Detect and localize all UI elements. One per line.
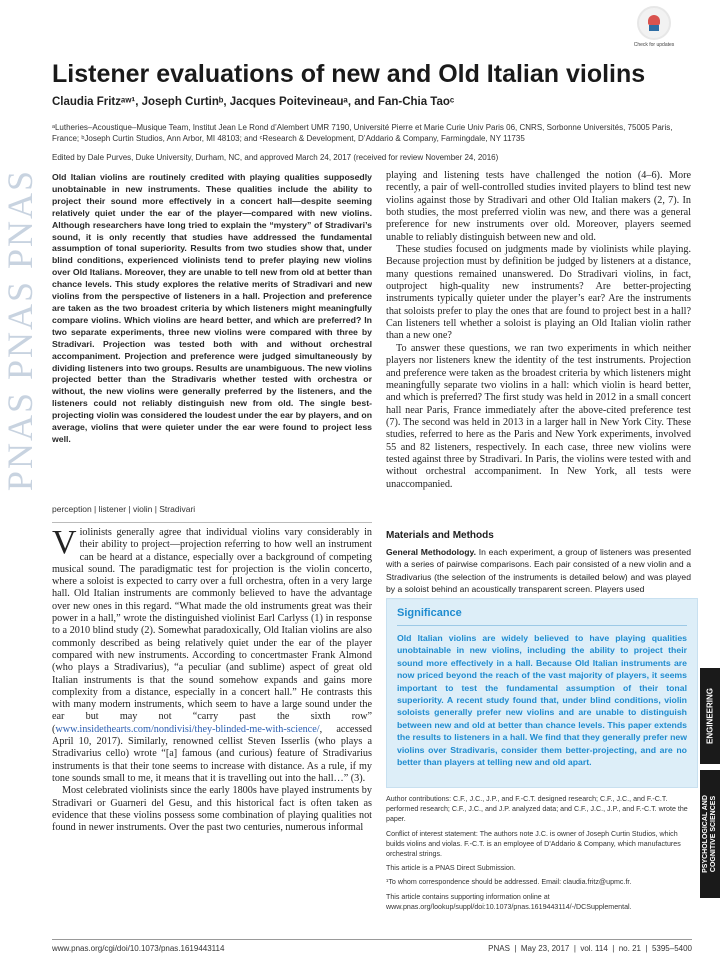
supporting-info: This article contains supporting information online at www.pnas.org/lookup/suppl/doi:10.1073/pnas.1619443114/-/DCSupplemental.: [386, 892, 632, 911]
methods-body: In each experiment, a group of listeners was presented with a series of pairwise comparisons. Each pair consisted of a new violin and a Stradivarius (the selection of the instruments is detailed below) and was played by a soloist behind an acoustically transparent screen. Players used: [386, 547, 691, 595]
divider: [52, 522, 372, 523]
significance-box: [386, 598, 698, 788]
right-paragraph-2: These studies focused on judgments made by violinists while playing. Because projection must by definition be judged by listeners at a distance, many questions remained unanswered. Do Stradivari violins, in fact, outproject high-quality new instruments? Are better-projecting instruments typically quieter under the player’s ear? Are the instruments that soloists prefer to play the ones that are found to project best in a hall? Can listeners tell whether a soloist is playing an Old Italian violin rather than a new one?: [386, 244, 691, 342]
footer-doi[interactable]: www.pnas.org/cgi/doi/10.1073/pnas.1619443114: [52, 944, 225, 953]
right-column: [386, 170, 691, 491]
right-paragraph-1: playing and listening tests have challenged the notion (4–6). More recently, a pair of well-controlled studies invited players to blind test new violins against those by Stradivari and other Old Italian makers (2, 7). In both studies, the most preferred violin was new, and there was a general preference for new instruments over old. Moreover, players seemed unable to reliably distinguish between new and old.: [386, 170, 691, 243]
methods-text: [386, 546, 691, 596]
right-paragraph-3: To answer these questions, we ran two experiments in which neither players nor listeners knew the identity of the test instruments. Projection and preference were taken as the broadest criteria by which listeners might meaningfully separate two violins in a hall: which violin is heard better, and which is preferred? The first study was held in 2012 in a small concert hall near Paris, France immediately after the above-cited preference test (7). The second was held in 2013 in a larger hall in New York City. These studies, referred to here as the Paris and New York experiments, involved 55 and 82 listeners, respectively. In each case, three new violins were tested against three by Stradivari. In Paris, the violins were tested with and without orchestral accompaniment. In New York, all tests were unaccompanied.: [386, 342, 691, 490]
drop-cap: V: [52, 524, 77, 561]
article-title: Listener evaluations of new and Old Italian violins: [52, 60, 646, 88]
intro-text-a: iolinists generally agree that individual violins vary considerably in their ability to project—projection referring to how well an instrument can be heard at a distance, especially over a background of competing musical sound. The paradigmatic test for projection is the violin concerto, where a soloist is expected to carry over a full orchestra, often in a very large hall. Old Italian instruments are commonly believed to have the advantage over new ones in this regard. “What made the old instruments great was their power in a hall,” wrote the distinguished violinist Earl Carlyss (1) in response to a 2010 blind study (2). Somewhat paradoxically, Old Italian violins are also commonly described as being relatively quiet under the ear of the player compared with new instruments. According to concertmaster Frank Almond (who plays a Stradivarius), “a peculiar (and sublime) aspect of great old Italian instruments is that the sound somehow expands and gains more complexity from a distance, especially in a concert hall.” He contrasts this with many modern instruments, which seem to have a large sound under the ear but may not “carry past the sixth row” (: [52, 527, 372, 735]
footer-citation: PNAS | May 23, 2017 | vol. 114 | no. 21 | 5395–5400: [488, 944, 692, 953]
engineering-label: ENGINEERING: [705, 687, 715, 745]
section-tab-psychology: [700, 770, 720, 898]
methods-heading: Materials and Methods: [386, 530, 494, 541]
correspondence: ¹To whom correspondence should be addressed. Email: claudia.fritz@upmc.fr.: [386, 878, 632, 887]
significance-text: Old Italian violins are widely believed to have playing qualities unobtainable in new violins, including the ability to project their sound more effectively in a hall. Because Old Italian instruments are now priced beyond the reach of the vast majority of players, it seems important to test the fundamental assumption of their tonal superiority. A recent study found that, under blind conditions, violin soloists generally prefer new violins and are unable to distinguish between new and old at better than chance levels. This paper extends the results to listeners in a hall. We find that they generally prefer new violins over Stradivaris, consider them better-projecting, and are no better than players at telling new and old apart.: [397, 633, 687, 768]
author-list: Claudia Fritzᵃʷ¹, Joseph Curtinᵇ, Jacques Poitevineauᵃ, and Fan-Chia Taoᶜ: [52, 96, 455, 108]
footer-divider: [52, 939, 692, 940]
significance-heading: Significance: [397, 607, 462, 619]
edited-by: Edited by Dale Purves, Duke University, Durham, NC, and approved March 24, 2017 (received for review November 24, 2016): [52, 153, 499, 162]
introduction: [52, 524, 372, 834]
affiliations: ᵃLutheries–Acoustique–Musique Team, Institut Jean Le Rond d’Alembert UMR 7190, Université Pierre et Marie Curie Univ Paris 06, CNRS, Sorbonne Universités, 75005 Paris, France; ᵇJoseph Curtin Studios, Ann Arbor, MI 48103; and ᶜResearch & Development, D’Addario & Company, Farmingdale, NY 11735: [52, 123, 673, 143]
section-tab-engineering: [700, 668, 720, 764]
keywords: perception | listener | violin | Stradivari: [52, 504, 196, 514]
updates-icon: [637, 6, 671, 40]
psychology-label: [702, 795, 718, 873]
significance-divider: [397, 625, 687, 626]
abstract: Old Italian violins are routinely credited with playing qualities supposedly unobtainable in new instruments. These qualities include the ability to project their sound more effectively in a concert hall—despite seeming relatively quiet under the ear of the player—compared with new violins. Although researchers have long tried to explain the “mystery” of Stradivari’s sound, it is only recently that studies have addressed the fundamental assumption of tonal superiority. Results from two studies show that, under blind conditions, experienced violinists tend to prefer playing new violins over Old Italians. Moreover, they are unable to tell new from old at better than chance levels. This study explores the relative merits of Stradivari and new violins from the perspective of listeners in a hall. Projection and preference are taken as the two broadest criteria by which listeners might meaningfully compare violins. Which violins are heard better, and which are preferred? In two separate experiments, three new violins were compared with three by Stradivari. Projection was tested both with and without orchestral accompaniment. Projection and preference were judged simultaneously by dividing listeners into two groups. Results are unambiguous. The new violins projected better than the Stradivaris whether tested with orchestra or without, the new violins were generally preferred by the listeners, and the listeners could not reliably distinguish new from old. The single best-projecting violin was considered the loudest under the ear by players, and on average, violins that were quieter under the ear were found to project less well.: [52, 172, 372, 444]
citation-link[interactable]: www.insidethearts.com/nondivisi/they-blinded-me-with-science/: [55, 723, 320, 735]
article-notes: [386, 794, 691, 916]
psychology-label-line1: PSYCHOLOGICAL AND: [702, 795, 709, 873]
direct-submission: This article is a PNAS Direct Submission.: [386, 864, 516, 873]
intro-paragraph-1: [52, 524, 372, 785]
methods-subhead: General Methodology.: [386, 547, 476, 557]
pnas-watermark: PNAS PNAS PNAS: [0, 168, 40, 492]
check-for-updates-badge[interactable]: [632, 6, 676, 56]
psychology-label-line2: COGNITIVE SCIENCES: [710, 795, 717, 873]
intro-paragraph-2: Most celebrated violinists since the early 1800s have played instruments by Stradivari or Guarneri del Gesu, and this historical fact is often taken as evidence that these violins possess some combination of playing qualities not found in newer instruments. Over the past two centuries, numerous informal: [52, 785, 372, 834]
author-contributions: Author contributions: C.F., J.C., J.P., and F.-C.T. designed research; C.F., J.C., and F.-C.T. performed research; C.F., J.C., and J.P. analyzed data; and C.F., J.C., J.P., and F.-C.T. wrote the paper.: [386, 795, 688, 824]
conflict-statement: Conflict of interest statement: The authors note J.C. is owner of Joseph Curtin Studios, which builds violins and violas. F.-C.T. is an employee of D’Addario & Company, which manufactures orchestral strings.: [386, 829, 681, 859]
intro-text-b: , accessed April 10, 2017). Similarly, renowned cellist Steven Isserlis (who plays a Stradivarius cello) wrote “[a] famous (and curious) feature of Stradivarius instruments is that their tone seems to increase with distance. As a rule, if my tone sounds small to me, it means that it is travelling out into the hall…” (3).: [52, 723, 372, 784]
updates-label: Check for updates: [633, 42, 675, 48]
